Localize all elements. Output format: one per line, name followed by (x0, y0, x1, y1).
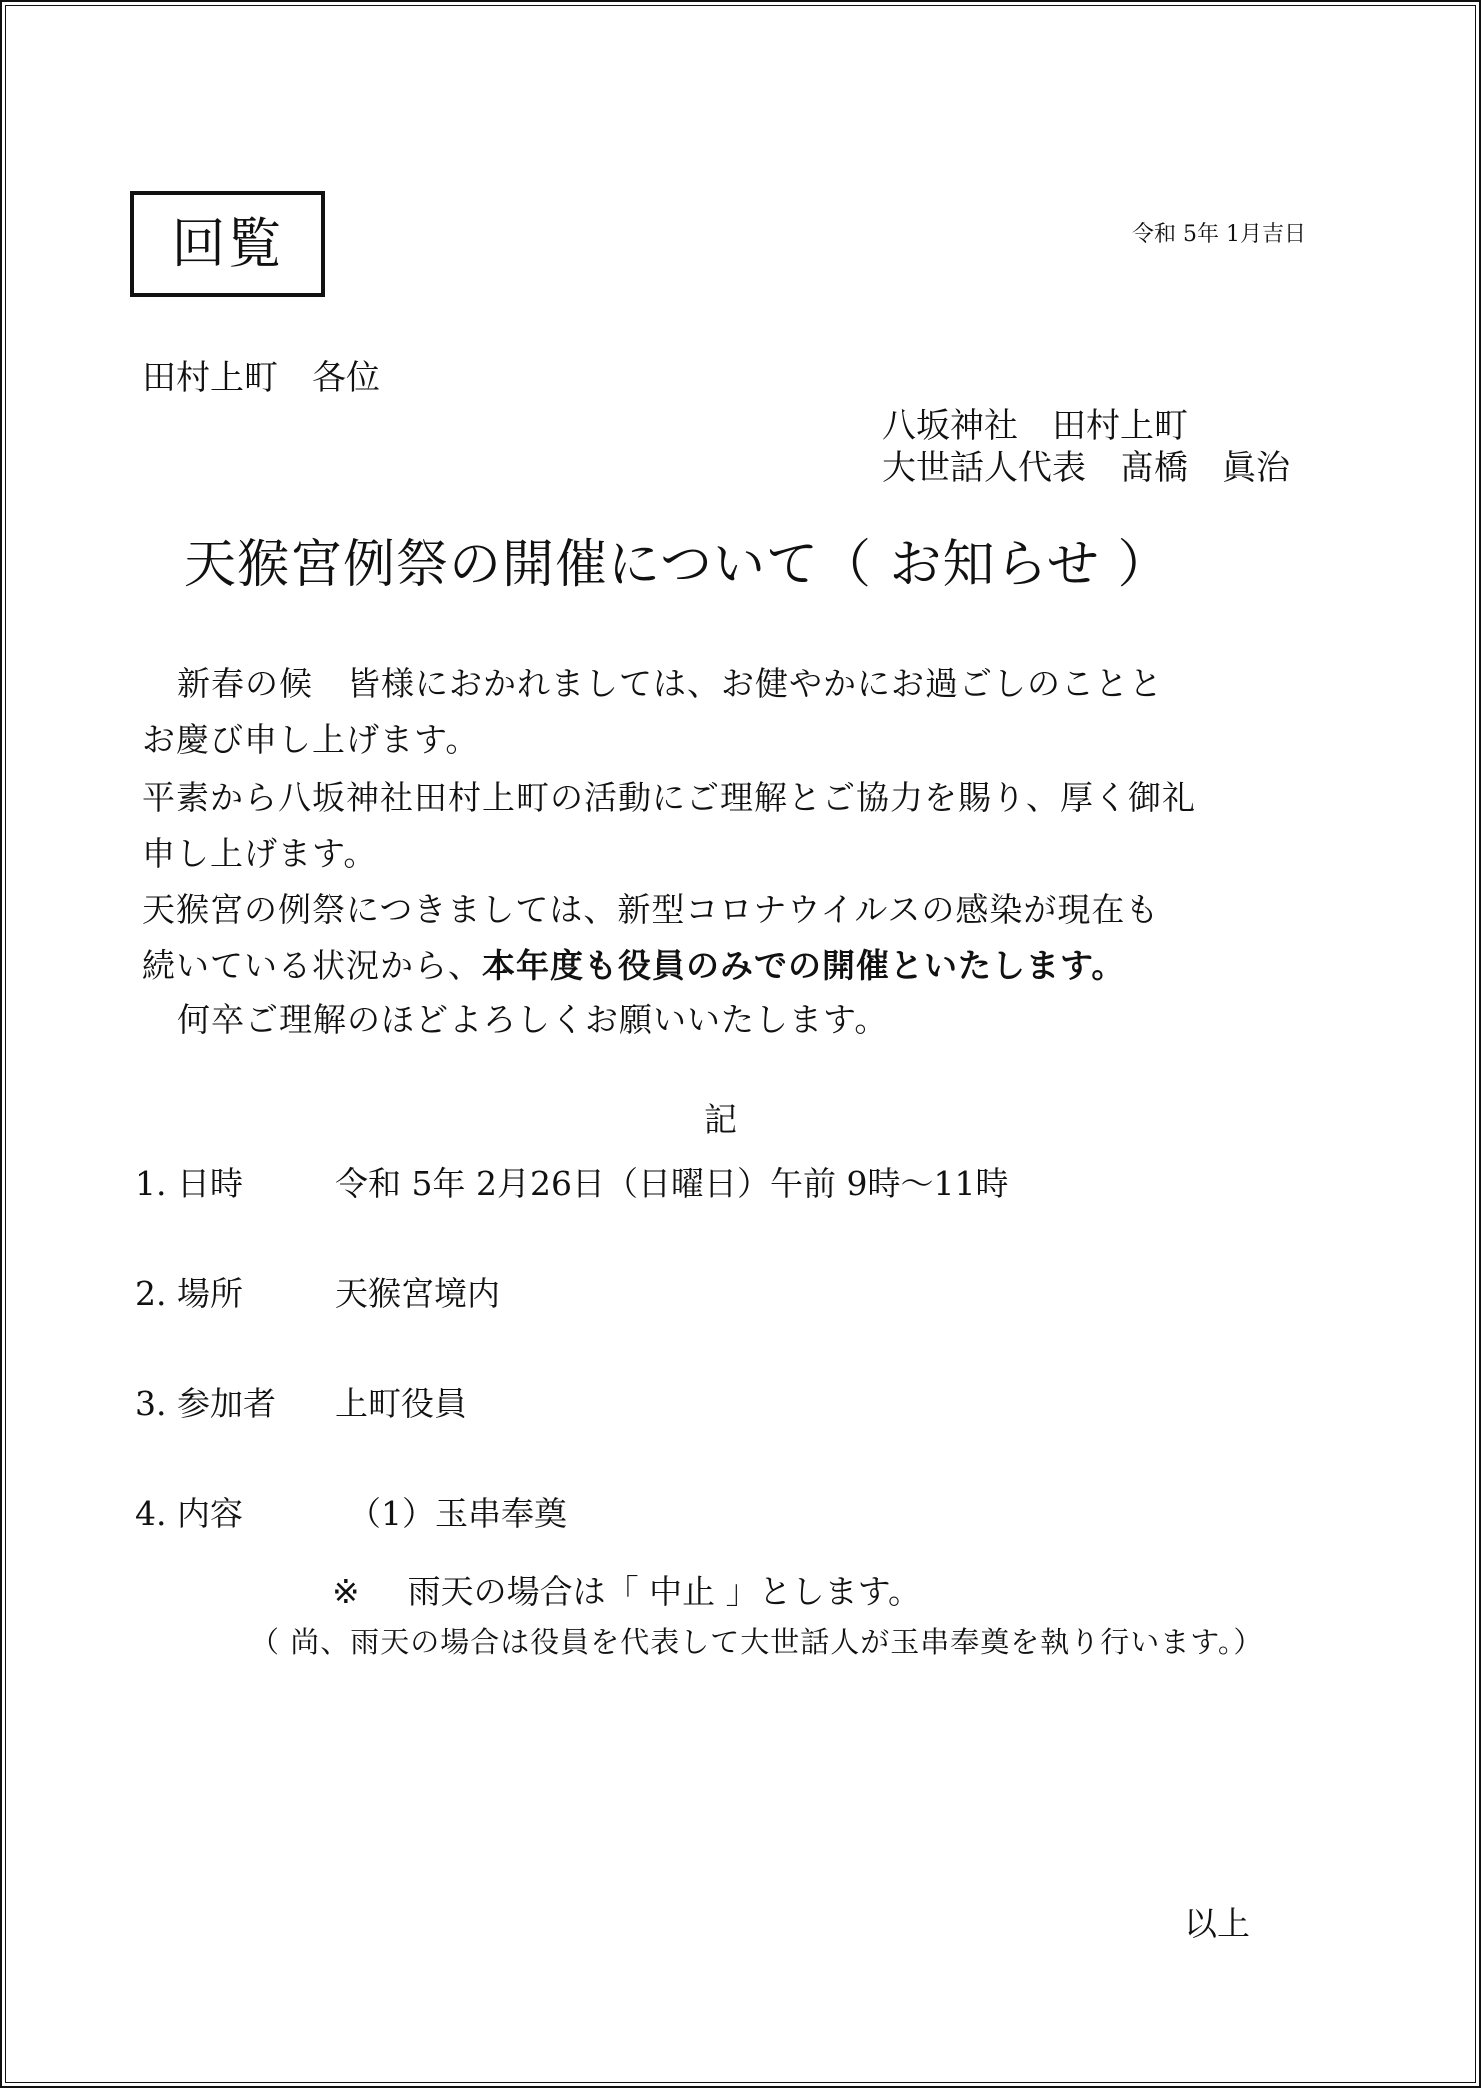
sender-representative: 大世話人代表 髙橋 眞治 (882, 448, 1290, 488)
item-value-datetime: 令和 5年 2月26日（日曜日）午前 9時～11時 (335, 1164, 1009, 1203)
rain-note-detail: （ 尚、雨天の場合は役員を代表して大世話人が玉串奉奠を執り行います。） (250, 1625, 1264, 1659)
item-label-participants: 3. 参加者 (135, 1384, 276, 1423)
item-label-place: 2. 場所 (135, 1274, 243, 1313)
sender-organization: 八坂神社 田村上町 (882, 406, 1188, 446)
body-line-2: お慶び申し上げます。 (142, 720, 480, 759)
body-line-3: 平素から八坂神社田村上町の活動にご理解とご協力を賜り、厚く御礼 (142, 778, 1196, 817)
rain-note (332, 1566, 921, 1613)
issue-date: 令和 5年 1月吉日 (1132, 222, 1306, 247)
body-line-4: 申し上げます。 (142, 834, 378, 873)
kairan-label-box: 回覧 (130, 191, 325, 297)
body-line-6-emphasis: 本年度も役員のみでの開催といたします。 (482, 946, 1126, 985)
addressee: 田村上町 各位 (142, 358, 380, 398)
closing-mark: 以上 (1184, 1904, 1250, 1943)
item-value-participants: 上町役員 (335, 1384, 467, 1423)
item-value-content: （1）玉串奉奠 (348, 1494, 567, 1533)
rain-note-text: 雨天の場合は「 中止 」とします。 (407, 1572, 921, 1611)
body-line-5: 天猴宮の例祭につきましては、新型コロナウイルスの感染が現在も (142, 890, 1160, 929)
item-label-content: 4. 内容 (135, 1494, 243, 1533)
body-line-7: 何卒ご理解のほどよろしくお願いいたします。 (177, 1000, 889, 1039)
item-label-datetime: 1. 日時 (135, 1164, 243, 1203)
ki-heading: 記 (704, 1100, 737, 1139)
item-value-place: 天猴宮境内 (335, 1274, 500, 1313)
body-line-1: 新春の候 皆様におかれましては、お健やかにお過ごしのことと (177, 664, 1163, 703)
body-line-6-lead: 続いている状況から、 (142, 946, 482, 985)
document-title: 天猴宮例祭の開催について（ お知らせ ） (184, 535, 1171, 595)
note-mark: ※ (332, 1572, 360, 1611)
body-line-6 (142, 940, 1125, 987)
